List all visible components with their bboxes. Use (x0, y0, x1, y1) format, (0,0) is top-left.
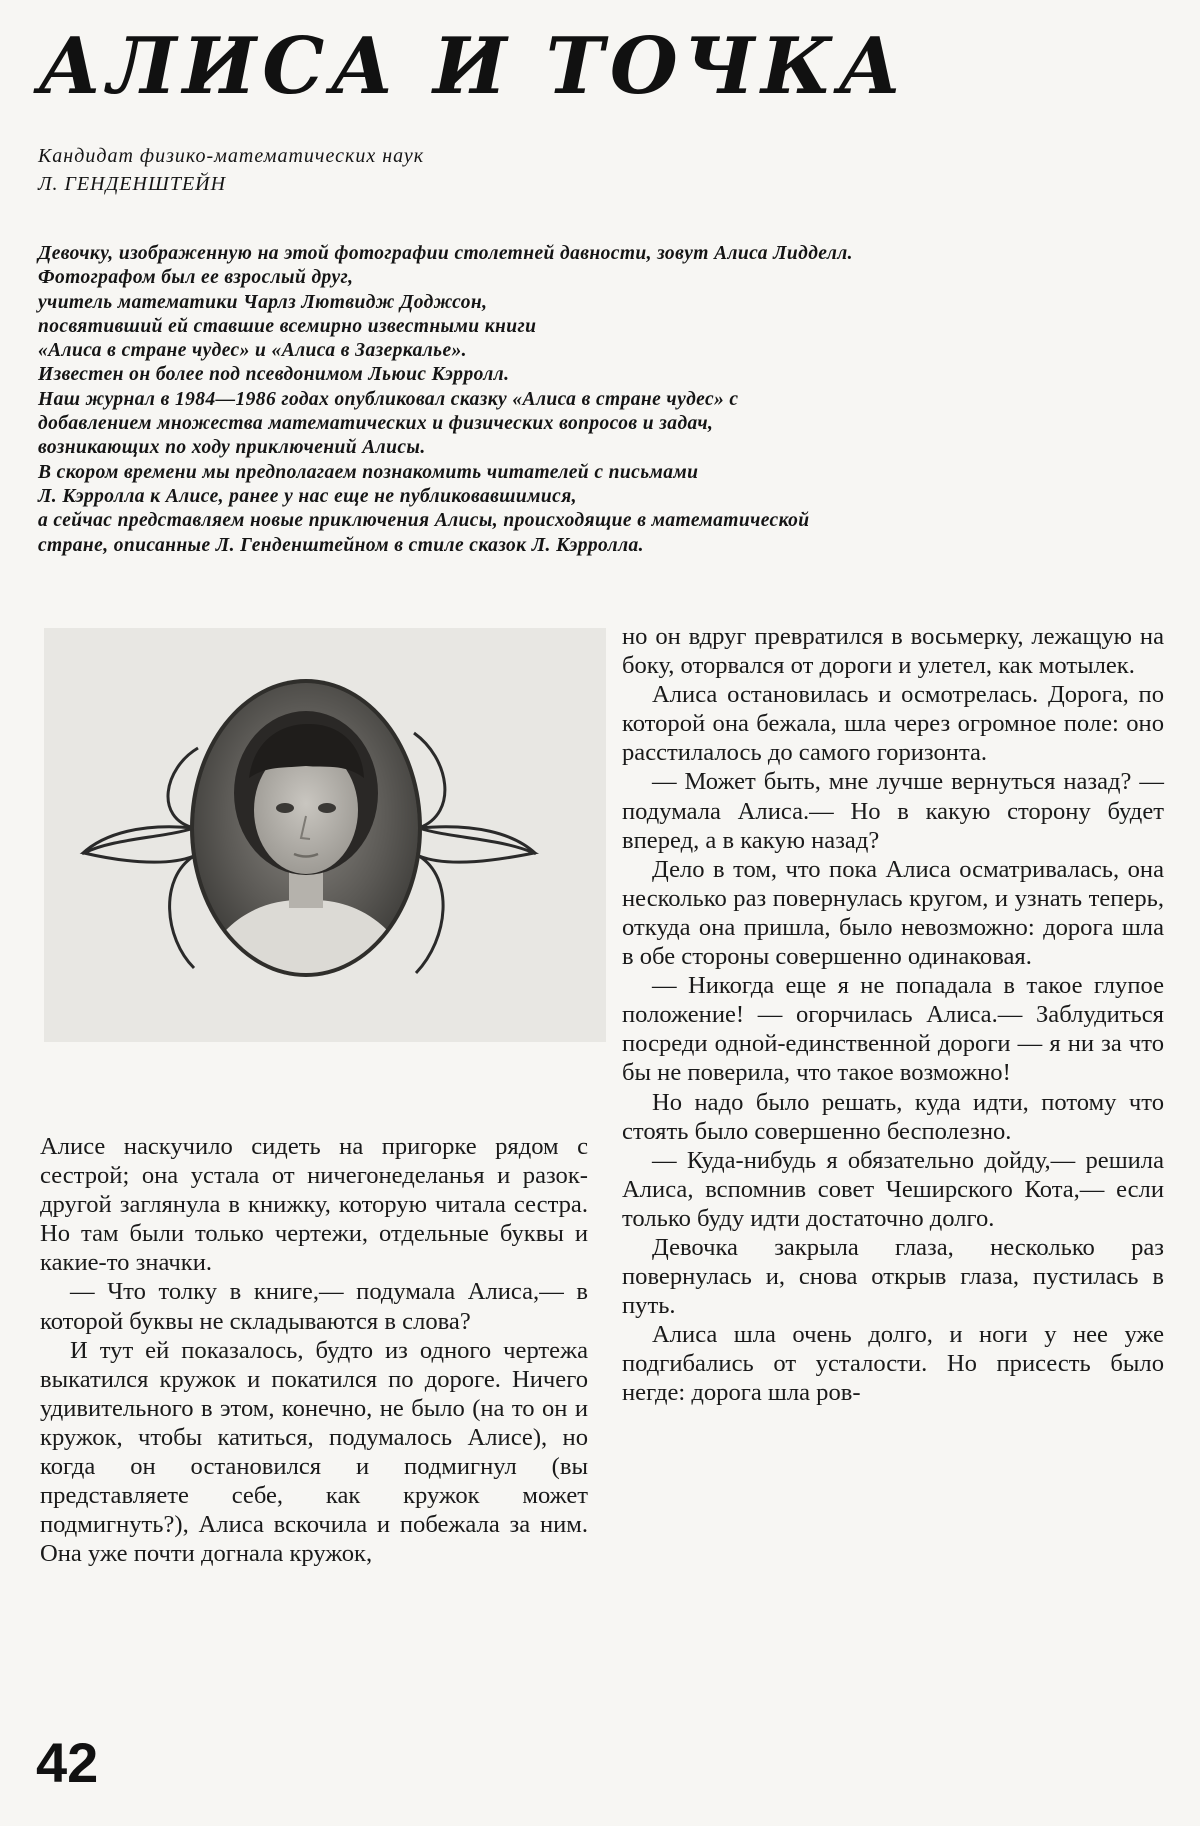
article-paragraph: — Может быть, мне лучше вернуться назад? — подумала Алиса.— Но в какую сторону будет вперед, а в какую назад? (622, 768, 1164, 854)
article-right-column (622, 622, 1164, 1408)
intro-line: а сейчас представляем новые приключения Алисы, происходящие в математической (38, 510, 810, 532)
intro-line: добавлением множества математических и физических вопросов и задач, (38, 413, 714, 435)
intro-line: Л. Кэрролла к Алисе, ранее у нас еще не публиковавшимися, (38, 485, 577, 507)
intro-line: Наш журнал в 1984—1986 годах опубликовал сказку «Алиса в стране чудес» с (38, 388, 739, 410)
author-name: Л. ГЕНДЕНШТЕЙН (38, 173, 227, 195)
article-paragraph: И тут ей показалось, будто из одного чертежа выкатился кружок и покатился по дороге. Ничего удивительного в этом, конечно, не было (на то он и кружок, чтобы катиться, подумалось Алисе), но когда он остановился и подмигнул (вы представляете себе, как кружок может подмигнуть?), Алиса вскочила и побежала за ним. Она уже почти догнала кружок, (40, 1336, 588, 1568)
alice-liddell-photo (44, 628, 606, 1042)
article-paragraph: Дело в том, что пока Алиса осматривалась, она несколько раз повернулась кругом, и узнать теперь, откуда она пришла, было невозможно: дорога шла в обе стороны совершенно одинаковая. (622, 855, 1164, 971)
intro-line: учитель математики Чарлз Лютвидж Доджсон, (38, 291, 488, 313)
intro-line: посвятивший ей ставшие всемирно известными книги (38, 315, 537, 337)
article-left-column (40, 1132, 588, 1568)
intro-line: В скором времени мы предполагаем познакомить читателей с письмами (38, 461, 699, 483)
article-paragraph: Но надо было решать, куда идти, потому что стоять было совершенно бесполезно. (622, 1088, 1164, 1145)
article-paragraph: Алиса остановилась и осмотрелась. Дорога, по которой она бежала, шла через огромное поле: оно расстилалось до самого горизонта. (622, 681, 1164, 767)
page-number: 42 (36, 1731, 99, 1794)
intro-line: «Алиса в стране чудес» и «Алиса в Зазеркалье». (38, 340, 467, 362)
intro-line: возникающих по ходу приключений Алисы. (38, 437, 426, 459)
author-credential: Кандидат физико-математических наук (38, 145, 425, 167)
intro-line: стране, описанные Л. Генденштейном в стиле сказок Л. Кэрролла. (38, 534, 644, 556)
article-paragraph: Девочка закрыла глаза, несколько раз повернулась и, снова открыв глаза, пустилась в путь. (622, 1233, 1164, 1320)
intro-line: Известен он более под псевдонимом Льюис Кэрролл. (38, 364, 510, 386)
article-paragraph: Алисе наскучило сидеть на пригорке рядом с сестрой; она устала от ничегонеделанья и разок-другой заглянула в книжку, которую читала сестра. Но там были только чертежи, отдельные буквы и какие-то значки. (40, 1133, 588, 1277)
author-block (38, 142, 424, 198)
intro-line: Девочку, изображенную на этой фотографии столетней давности, зовут Алиса Лидделл. (38, 243, 853, 264)
intro-line: Фотографом был ее взрослый друг, (38, 267, 354, 289)
article-paragraph: Алиса шла очень долго, и ноги у нее уже подгибались от усталости. Но присесть было негде: дорога шла ров- (622, 1321, 1164, 1407)
article-paragraph: но он вдруг превратился в восьмерку, лежащую на боку, оторвался от дороги и улетел, как мотылек. (622, 623, 1164, 680)
article-title: АЛИСА И ТОЧКА (38, 21, 908, 112)
article-paragraph: — Никогда еще я не попадала в такое глупое положение! — огорчилась Алиса.— Заблудиться посреди одной-единственной дороги — я ни за что бы не поверила, что такое возможно! (622, 972, 1164, 1087)
portrait-illustration (44, 628, 606, 1042)
article-paragraph: — Что толку в книге,— подумала Алиса,— в которой буквы не складываются в слова? (40, 1278, 588, 1335)
intro-paragraph (38, 242, 1038, 558)
article-paragraph: — Куда-нибудь я обязательно дойду,— решила Алиса, вспомнив совет Чеширского Кота,— если только буду идти достаточно долго. (622, 1146, 1164, 1232)
